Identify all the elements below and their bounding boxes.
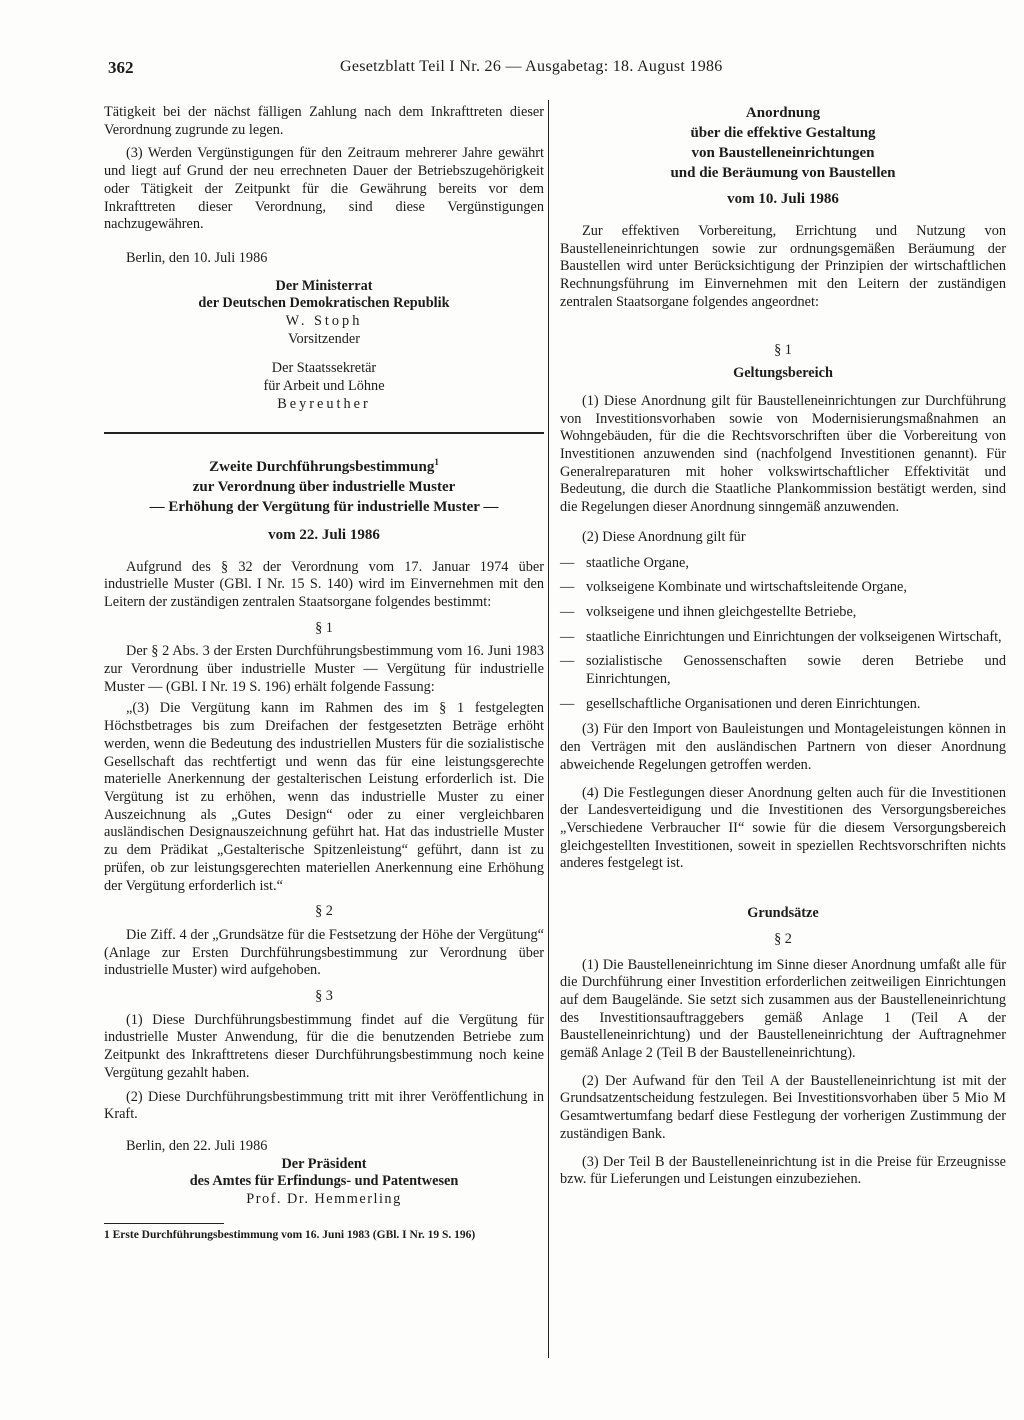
list-item: — volkseigene und ihnen gleichgestellte Betriebe,	[560, 604, 1006, 622]
signature-place-date: Berlin, den 22. Juli 1986	[126, 1137, 268, 1154]
section-text: (2) Diese Anordnung gilt für	[582, 528, 746, 545]
footnote: 1 Erste Durchführungsbestimmung vom 16. Juni 1983 (GBl. I Nr. 19 S. 196)	[104, 1228, 476, 1241]
continued-paragraph: Tätigkeit bei der nächst fälligen Zahlung nach dem Inkrafttreten dieser Verordnung zugrunde zu legen.	[104, 104, 544, 138]
column-divider	[548, 100, 549, 1358]
signature-name: Beyreuther	[277, 395, 371, 412]
left-column	[104, 104, 544, 1242]
title-line: Zweite Durchführungsbestimmung	[209, 458, 435, 475]
section-text: (4) Die Festlegungen dieser Anordnung gelten auch für die Investitionen der Landesverteidigung und die Investitionen des Versorgungsbereiches „Verschiedene Verbraucher II“ sowie für die diesem Versorgungsbereich gleichgestellten Investitionen, soweit in speziellen Rechtsvorschriften nichts anderes festgelegt ist.	[560, 784, 1006, 872]
section-text: (1) Diese Durchführungsbestimmung findet auf die Vergütung für industrielle Muster Anwendung, für die die benutzenden Betriebe zum Zeitpunkt des Inkrafttretens dieser Durchführungsbestimmung noch keine Vergütung gezahlt haben.	[104, 1011, 544, 1081]
signature-body: Der Staatssekretär	[271, 360, 377, 377]
section-text: (1) Diese Anordnung gilt für Baustelleneinrichtungen zur Durchführung von Investitionsvorhaben sowie von Modernisierungsmaßnahmen an Wohngebäuden, für die die Rechtsvorschriften über die Vorbereitung von Investitionen anzuwenden sind (nachfolgend Investitionen genannt). Für Generalreparaturen mit hoher volkswirtschaftlicher Effektivität und Bedeutung, die durch die Staatliche Plankommission bestätigt werden, sind die Regelungen dieser Anordnung sinngemäß anzuwenden.	[560, 392, 1006, 516]
title-line: Anordnung	[745, 105, 821, 121]
document-date: vom 22. Juli 1986	[268, 526, 380, 543]
title-line: und die Beräumung von Baustellen	[670, 165, 896, 181]
running-header: Gesetzblatt Teil I Nr. 26 — Ausgabetag: 18. August 1986	[340, 58, 723, 75]
title-line: von Baustelleneinrichtungen	[691, 145, 875, 161]
quoted-text: „(3) Die Vergütung kann im Rahmen des im § 1 festgelegten Höchstbetrages bis zum Dreifachen der festgesetzten Beträge erhöht werden, wenn die Bedeutung des industriellen Musters für die sozialistische Gesellschaft das rechtfertigt und wenn das für eine leistungsgerechte materielle Anerkennung der gestalterischen Leistung erforderlich ist. Die Vergütung ist zu erhöhen, wenn das industrielle Muster zu einer Auszeichnung als „Gutes Design“ oder zu einer vergleichbaren ausländischen Designauszeichnung geführt hat. Hat das industrielle Muster zu dem Prädikat „Gestalterische Spitzenleistung“ geführt, dann ist zu prüfen, ob zur leistungsgerechten materiellen Anerkennung eine Erhöhung der Vergütung erforderlich ist.“	[104, 700, 544, 894]
page-number: 362	[108, 58, 134, 77]
title-line: — Erhöhung der Vergütung für industrielle Muster —	[149, 498, 499, 515]
signature-role: Vorsitzender	[288, 330, 360, 347]
list-item: — staatliche Organe,	[560, 555, 1006, 573]
preamble: Aufgrund des § 32 der Verordnung vom 17. Januar 1974 über industrielle Muster (GBl. I Nr. 15 S. 140) wird im Einvernehmen mit den Leitern der zuständigen zentralen Staatsorgane folgendes bestimmt:	[104, 558, 544, 610]
document-title	[560, 103, 1006, 209]
list-item: — volkseigene Kombinate und wirtschaftsleitende Organe,	[560, 579, 1006, 597]
signature-body: des Amtes für Erfindungs- und Patentwesen	[189, 1173, 459, 1190]
signature-body: für Arbeit und Löhne	[263, 378, 385, 395]
title-line: über die effektive Gestaltung	[690, 125, 876, 141]
list-item: — gesellschaftliche Organisationen und deren Einrichtungen.	[560, 696, 1006, 714]
signature-block-patentamt	[104, 1156, 544, 1209]
signature-body: der Deutschen Demokratischen Republik	[198, 295, 450, 312]
document-date: vom 10. Juli 1986	[727, 191, 839, 207]
section-label: § 3	[315, 988, 333, 1005]
title-line: zur Verordnung über industrielle Muster	[192, 478, 456, 495]
section-text: (2) Der Aufwand für den Teil A der Baustelleneinrichtung ist mit der Grundsatzentscheidung festzulegen. Bei Investitionsvorhaben über 5 Mio M Gesamtwertumfang bedarf diese Festlegung der vorherigen Zustimmung der zuständigen Bank.	[560, 1072, 1006, 1142]
document-title	[104, 452, 544, 545]
section-text: Der § 2 Abs. 3 der Ersten Durchführungsbestimmung vom 16. Juni 1983 zur Verordnung über industrielle Muster — Vergütung für industrielle Muster — (GBl. I Nr. 19 S. 196) erhält folgende Fassung:	[104, 643, 544, 695]
section-heading: Grundsätze	[747, 905, 819, 922]
signature-name: W. Stoph	[285, 313, 363, 330]
list-item: — staatliche Einrichtungen und Einrichtungen der volkseigenen Wirtschaft,	[560, 629, 1006, 647]
preamble: Zur effektiven Vorbereitung, Errichtung und Nutzung von Baustelleneinrichtungen sowie zur ordnungsgemäßen Beräumung der Baustellen wird unter Berücksichtigung der Prinzipien der wirtschaftlichen Rechnungsführung im Einvernehmen mit den Leitern der zuständigen zentralen Staatsorgane folgendes angeordnet:	[560, 223, 1006, 310]
section-label: § 1	[774, 341, 792, 358]
list-item: — sozialistische Genossenschaften sowie deren Betriebe und Einrichtungen,	[560, 653, 1006, 688]
right-column	[560, 103, 1006, 1189]
scope-list	[560, 555, 1006, 714]
footnote-rule	[104, 1223, 224, 1224]
section-heading: Geltungsbereich	[733, 365, 833, 382]
signature-name: Prof. Dr. Hemmerling	[246, 1191, 402, 1208]
section-text: (2) Diese Durchführungsbestimmung tritt mit ihrer Veröffentlichung in Kraft.	[104, 1088, 544, 1123]
signature-body: Der Ministerrat	[275, 277, 373, 294]
section-text: (1) Die Baustelleneinrichtung im Sinne dieser Anordnung umfaßt alle für die Durchführung einer Investition erforderlichen zeitweiligen Einrichtungen auf dem Baugelände. Sie setzt sich zusammen aus der Baustelleneinrichtung des Investitionsauftraggebers gemäß Anlage 1 (Teil A der Baustelleneinrichtung) und der Baustelleneinrichtung der Auftragnehmer gemäß Anlage 2 (Teil B der Baustelleneinrichtung).	[560, 956, 1006, 1062]
signature-body: Der Präsident	[281, 1155, 367, 1172]
section-text: (3) Für den Import von Bauleistungen und Montageleistungen können in den Verträgen mit den ausländischen Partnern von dieser Anordnung abweichende Regelungen getroffen werden.	[560, 721, 1006, 773]
section-label: § 1	[315, 619, 333, 636]
section-text: (3) Der Teil B der Baustelleneinrichtung ist in die Preise für Erzeugnisse bzw. für Lieferungen und Leistungen einzubeziehen.	[560, 1153, 1006, 1188]
signature-place-date: Berlin, den 10. Juli 1986	[126, 249, 268, 266]
section-label: § 2	[774, 930, 792, 947]
signature-block-ministerrat	[104, 278, 544, 414]
section-text: Die Ziff. 4 der „Grundsätze für die Festsetzung der Höhe der Vergütung“ (Anlage zur Ersten Durchführungsbestimmung zur Verordnung über industrielle Muster) wird aufgehoben.	[104, 926, 544, 979]
section-rule	[104, 432, 544, 434]
footnote-marker: 1	[434, 456, 439, 467]
section-label: § 2	[315, 903, 333, 920]
continued-paragraph-3: (3) Werden Vergünstigungen für den Zeitraum mehrerer Jahre gewährt und liegt auf Grund der neu errechneten Dauer der Betriebszugehörigkeit oder Tätigkeit der Zeitpunkt für die Gewährung bereits vor dem Inkrafttreten dieser Verordnung, sind diese Vergünstigungen nachzugewähren.	[104, 145, 544, 233]
